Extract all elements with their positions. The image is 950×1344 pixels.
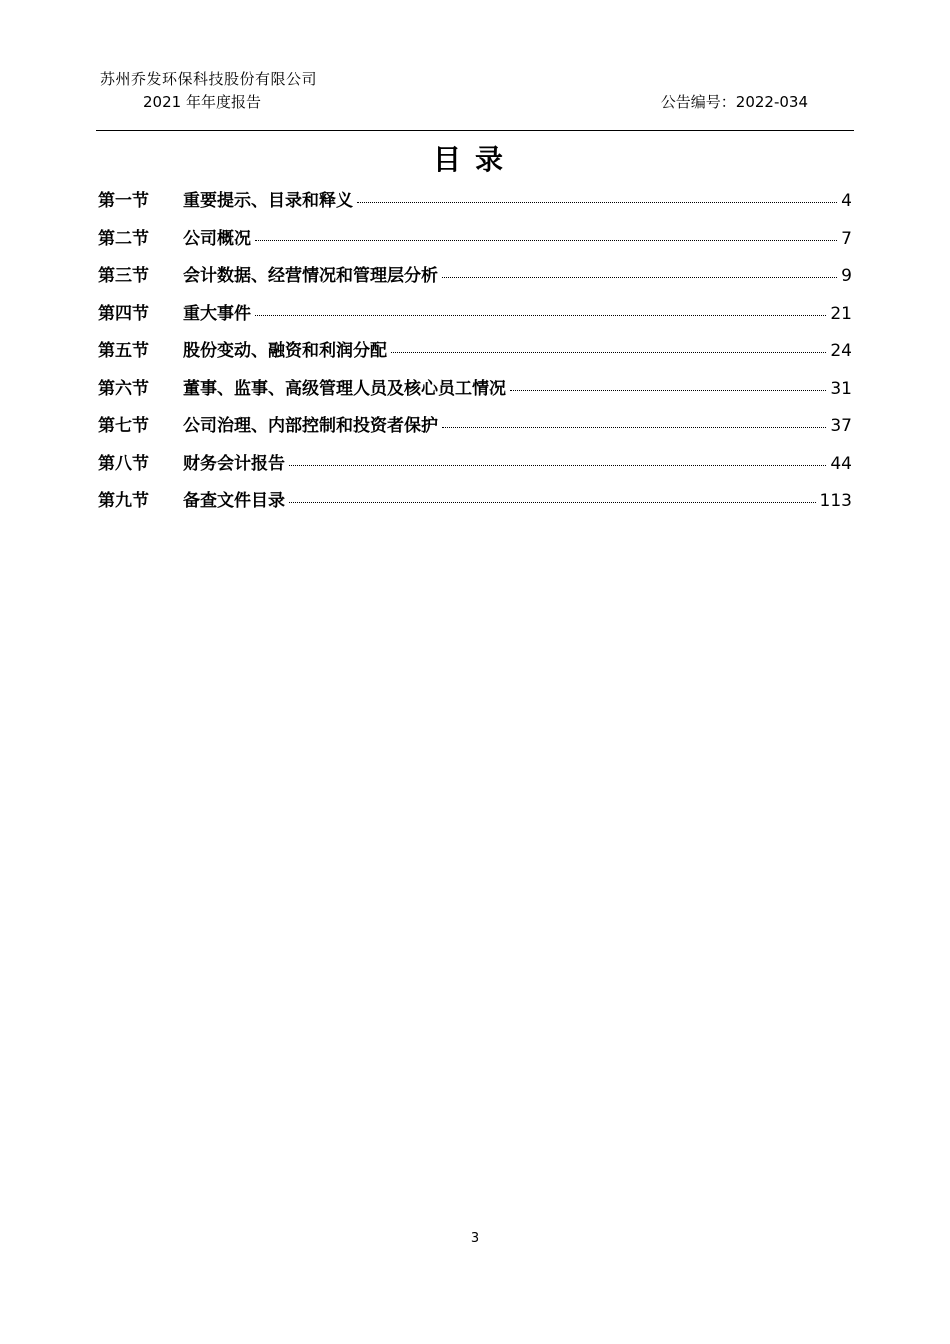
toc-page-number: 113 (819, 491, 852, 511)
toc-page-number: 4 (841, 191, 852, 211)
toc-section-title: 财务会计报告 (183, 453, 285, 474)
toc-entry[interactable] (98, 486, 852, 524)
toc-section-number: 第一节 (98, 191, 149, 211)
toc-entry[interactable] (98, 224, 852, 262)
toc-section-number: 第七节 (98, 416, 149, 436)
toc-section-title: 公司概况 (183, 228, 251, 249)
toc-section-number: 第三节 (98, 266, 149, 286)
toc-leader-dots (289, 464, 826, 466)
toc-page-number: 24 (830, 341, 852, 361)
toc-entry[interactable] (98, 261, 852, 299)
toc-section-number: 第二节 (98, 228, 149, 249)
toc-section-title: 董事、监事、高级管理人员及核心员工情况 (183, 378, 506, 399)
toc-page-number: 44 (830, 453, 852, 474)
toc-leader-dots (510, 389, 826, 391)
toc-leader-dots (289, 501, 816, 503)
page-number: 3 (470, 1231, 480, 1246)
toc-section-number: 第四节 (98, 303, 149, 324)
toc-section-title: 股份变动、融资和利润分配 (183, 341, 387, 361)
toc-leader-dots (442, 426, 826, 428)
toc-page-number: 9 (841, 266, 852, 286)
toc-section-number: 第六节 (98, 378, 149, 399)
toc-leader-dots (442, 276, 837, 278)
header-divider (96, 130, 854, 131)
toc-section-number: 第八节 (98, 453, 149, 474)
toc-leader-dots (255, 239, 837, 241)
toc-section-title: 重大事件 (183, 303, 251, 324)
toc-entry[interactable] (98, 336, 852, 374)
table-of-contents (98, 186, 852, 524)
toc-section-number: 第五节 (98, 341, 149, 361)
toc-leader-dots (357, 201, 837, 203)
toc-page-number: 37 (830, 416, 852, 436)
toc-section-title: 会计数据、经营情况和管理层分析 (183, 266, 438, 286)
toc-title: 目录 (432, 143, 517, 176)
toc-page-number: 7 (841, 228, 852, 249)
toc-page-number: 31 (830, 378, 852, 399)
toc-page-number: 21 (830, 303, 852, 324)
toc-section-title: 重要提示、目录和释义 (183, 191, 353, 211)
toc-section-number: 第九节 (98, 491, 149, 511)
header-announcement-number: 公告编号：2022-034 (660, 93, 808, 111)
toc-section-title: 公司治理、内部控制和投资者保护 (183, 416, 438, 436)
toc-leader-dots (391, 351, 826, 353)
toc-entry[interactable] (98, 411, 852, 449)
toc-entry[interactable] (98, 299, 852, 337)
toc-entry[interactable] (98, 186, 852, 224)
toc-section-title: 备查文件目录 (183, 491, 285, 511)
toc-entry[interactable] (98, 449, 852, 487)
header-report-name: 2021 年年度报告 (143, 93, 261, 111)
toc-entry[interactable] (98, 374, 852, 412)
toc-leader-dots (255, 314, 826, 316)
header-company-name: 苏州乔发环保科技股份有限公司 (100, 70, 318, 88)
